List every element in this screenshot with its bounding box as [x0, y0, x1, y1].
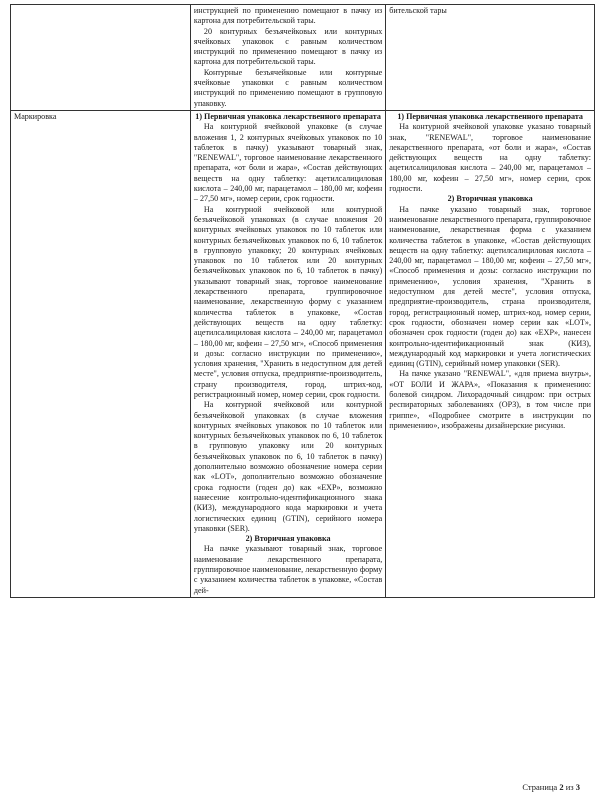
section-heading: 2) Вторичная упаковка — [447, 194, 533, 204]
packaging-approved-cell — [386, 5, 595, 111]
total-pages: 3 — [575, 782, 580, 792]
row-label-cell — [11, 5, 191, 111]
page-of: из — [565, 782, 574, 792]
paragraph: инструкцией по применению помещают в пачку из картона для потребительской тары. — [193, 6, 383, 26]
row-label-cell — [11, 110, 191, 597]
row-label-marking: Маркировка — [14, 111, 57, 121]
paragraph: На контурной ячейковой упаковке (в случае вложения 1, 2 контурных ячейковых упаковок по 10 таблеток в пачку) указывают товарный знак, "RENEWAL", торговое наименование лекарственного препарата, «от боли и жара», «Состав действующих веществ на одну таблетку: ацетилсалициловая кислота – 240,00 мг, парацетамол – 180,00 мг, кофеин – 27,50 мг», номер серии, срок годности. — [193, 122, 383, 204]
paragraph: Контурные безъячейковые или контурные ячейковые упаковки с равным количеством инструкций по применению помещают в групповую упаковку. — [193, 67, 383, 108]
paragraph: На контурной ячейковой упаковке указано товарный знак, "RENEWAL", торговое наименование лекарственного препарата, «от боли и жара», «Состав действующих веществ на одну таблетку: ацетилсалициловая кислота – 240,00 мг, парацетамол – 180,00 мг, кофеин – 27,50 мг», номер серии, срок годности. — [389, 122, 591, 194]
marking-description-cell — [190, 110, 385, 597]
paragraph: 20 контурных безъячейковых или контурных ячейковых упаковок с равным количеством инструкций по применению помещают в пачку из картона для потребительской тары. — [193, 26, 383, 67]
page-number — [522, 782, 580, 792]
packaging-description-cell — [190, 5, 385, 111]
table-row — [11, 5, 595, 111]
paragraph: На пачке указано "RENEWAL", «для приема внутрь», «ОТ БОЛИ И ЖАРА», «Показания к применению: болевой синдром. Лихорадочный синдром: при острых респираторных заболеваниях (ОРЗ), в том числе при гриппе», «Подробнее смотрите в инструкции по применению», изображены дизайнерские рисунки. — [389, 369, 591, 430]
paragraph: На контурной ячейковой или контурной безъячейковой упаковках (в случае вложения контурных ячейковых упаковок по 10 таблеток или контурных безъячейковых упаковок по 6, 10 таблеток в групповую упаковку или 20 контурных безъячейковых упаковок по 6, 10 таблеток в пачку) дополнительно возможно обозначение номера серии как «LOT», дополнительно возможно обозначение срока годности (годен до) как «EXP», возможно нанесение контрольно-идентификационного знака (КИЗ), международного кода маркировки и учета логистических единиц (GTIN), серийного номера упаковки (SER). — [193, 400, 383, 533]
section-heading: 1) Первичная упаковка лекарственного препарата — [397, 111, 583, 121]
paragraph: На контурной ячейковой или контурной безъячейковой упаковках (в случае вложения 20 контурных ячейковых упаковок по 10 таблеток или контурных безъячейковых упаковок по 6, 10 таблеток в групповую упаковку; 20 контурных ячейковых упаковок по 10 таблеток или 20 контурных безъячейковых упаковок по 6, 10 таблеток в пачку) указывают товарный знак, торговое наименование лекарственного препарата, группировочное наименование, лекарственную форму с указанием количества таблеток в упаковке, «Состав действующих веществ на одну таблетку: ацетилсалициловая кислота – 240,00 мг, парацетамол – 180,00 мг, кофеин – 27,50 мг», «Способ применения и дозы: согласно инструкции по применению», условия хранения, "Хранить в недоступном для детей месте", условия отпуска, предприятие-производитель, страну производителя, город, штрих-код, регистрационный номер, номер серии, срок годности. — [193, 204, 383, 399]
section-heading: 1) Первичная упаковка лекарственного препарата — [195, 111, 381, 121]
section-heading: 2) Вторичная упаковка — [245, 534, 331, 544]
registration-table — [10, 4, 595, 598]
current-page: 2 — [559, 782, 564, 792]
paragraph: бительской тары — [389, 6, 447, 15]
marking-approved-cell — [386, 110, 595, 597]
paragraph: На пачке указывают товарный знак, торговое наименование лекарственного препарата, группировочное наименование, лекарственную форму с указанием количества таблеток в упаковке, «Состав дей- — [193, 544, 383, 595]
table-row — [11, 110, 595, 597]
paragraph: На пачке указано товарный знак, торговое наименование лекарственного препарата, группировочное наименование, лекарственная форма с указанием количества таблеток в упаковке, «Состав действующих веществ на одну таблетку: ацетилсалициловая кислота – 240,00 мг, парацетамол – 180,00 мг, кофеин – 27,50 мг», «Способ применения и дозы: согласно инструкции по применению», условия хранения, "Хранить в недоступном для детей месте", условия отпуска, предприятие-производитель, страна производителя, город, регистрационный номер, штрих-код, номер серии, срок годности, обозначен номер серии как «LOT», обозначен срок годности (годен до) как «EXP», нанесен контрольно-идентификационный знак (КИЗ), международный код маркировки и учета логистических единиц (GTIN), серийный номер упаковки (SER). — [389, 204, 591, 369]
page-label: Страница — [522, 782, 558, 792]
